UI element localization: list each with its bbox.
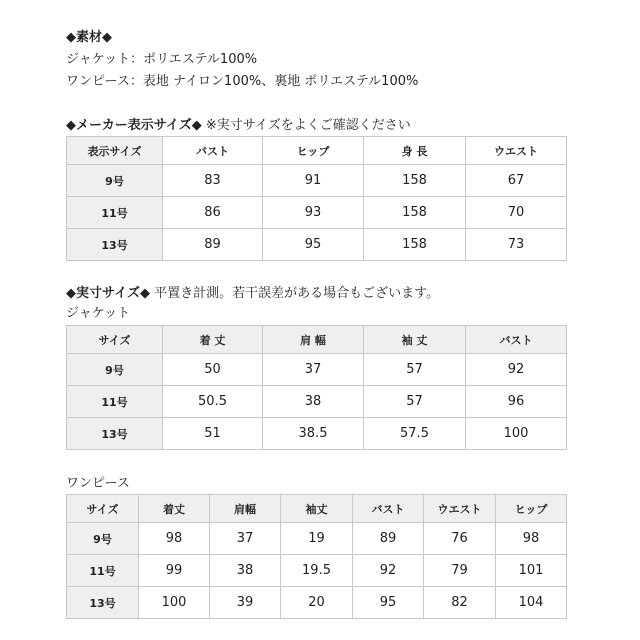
table-cell: 38	[210, 555, 281, 587]
actual-size-heading-row	[66, 284, 439, 304]
table-cell: 100	[466, 418, 567, 450]
table-cell: 101	[496, 555, 567, 587]
table-cell: 93	[263, 197, 364, 229]
jacket-label: ジャケット	[66, 306, 131, 321]
onepiece-col-length: 着丈	[139, 495, 210, 523]
table-cell: 50	[163, 354, 263, 386]
table-cell: 19.5	[281, 555, 353, 587]
table-row	[67, 354, 567, 386]
materials-onepiece-text: ワンピース：表地 ナイロン100%、裏地 ポリエステル100%	[66, 74, 419, 89]
maker-col-size: 表示サイズ	[67, 137, 163, 165]
maker-col-hip: ヒップ	[263, 137, 364, 165]
table-cell: 95	[353, 587, 424, 619]
table-cell: 57	[364, 354, 466, 386]
materials-heading: ◆素材◆	[66, 30, 112, 45]
maker-size-heading: ◆メーカー表示サイズ◆	[66, 118, 202, 133]
jacket-col-shoulder: 肩 幅	[263, 326, 364, 354]
materials-jacket-text: ジャケット：ポリエステル100%	[66, 52, 258, 67]
table-row	[67, 386, 567, 418]
table-cell: 73	[466, 229, 567, 261]
maker-size-label: 11号	[67, 197, 163, 229]
maker-col-height: 身 長	[364, 137, 466, 165]
table-cell: 50.5	[163, 386, 263, 418]
table-cell: 67	[466, 165, 567, 197]
maker-header-row	[67, 137, 567, 165]
table-cell: 57	[364, 386, 466, 418]
table-cell: 100	[139, 587, 210, 619]
onepiece-label: ワンピース	[66, 476, 130, 491]
table-row	[67, 523, 567, 555]
table-cell: 76	[424, 523, 496, 555]
table-row	[67, 165, 567, 197]
onepiece-col-bust: バスト	[353, 495, 424, 523]
table-row	[67, 555, 567, 587]
table-cell: 158	[364, 229, 466, 261]
onepiece-size-label: 11号	[67, 555, 139, 587]
table-cell: 98	[139, 523, 210, 555]
maker-size-label: 9号	[67, 165, 163, 197]
table-row	[67, 197, 567, 229]
maker-col-waist: ウエスト	[466, 137, 567, 165]
jacket-col-length: 着 丈	[163, 326, 263, 354]
table-cell: 158	[364, 165, 466, 197]
maker-size-note: ※実寸サイズをよくご確認ください	[205, 118, 411, 133]
table-cell: 95	[263, 229, 364, 261]
jacket-header-row	[67, 326, 567, 354]
maker-size-label: 13号	[67, 229, 163, 261]
table-cell: 39	[210, 587, 281, 619]
maker-col-bust: バスト	[163, 137, 263, 165]
jacket-size-label: 9号	[67, 354, 163, 386]
table-row	[67, 587, 567, 619]
jacket-size-label: 13号	[67, 418, 163, 450]
table-cell: 19	[281, 523, 353, 555]
table-cell: 38	[263, 386, 364, 418]
onepiece-size-table	[66, 494, 567, 619]
onepiece-col-waist: ウエスト	[424, 495, 496, 523]
table-cell: 89	[353, 523, 424, 555]
table-cell: 104	[496, 587, 567, 619]
actual-size-note: 平置き計測。若干誤差がある場合もございます。	[154, 286, 440, 301]
table-cell: 20	[281, 587, 353, 619]
table-cell: 92	[353, 555, 424, 587]
table-cell: 158	[364, 197, 466, 229]
table-row	[67, 229, 567, 261]
table-cell: 91	[263, 165, 364, 197]
table-cell: 37	[263, 354, 364, 386]
table-cell: 82	[424, 587, 496, 619]
table-cell: 86	[163, 197, 263, 229]
onepiece-col-shoulder: 肩幅	[210, 495, 281, 523]
onepiece-col-sleeve: 袖丈	[281, 495, 353, 523]
onepiece-size-label: 13号	[67, 587, 139, 619]
table-row	[67, 418, 567, 450]
jacket-col-bust: バスト	[466, 326, 567, 354]
onepiece-size-label: 9号	[67, 523, 139, 555]
table-cell: 38.5	[263, 418, 364, 450]
table-cell: 89	[163, 229, 263, 261]
table-cell: 51	[163, 418, 263, 450]
maker-size-heading-row	[66, 116, 411, 136]
jacket-size-label: 11号	[67, 386, 163, 418]
onepiece-header-row	[67, 495, 567, 523]
table-cell: 70	[466, 197, 567, 229]
table-cell: 37	[210, 523, 281, 555]
table-cell: 96	[466, 386, 567, 418]
jacket-size-table	[66, 325, 567, 450]
table-cell: 57.5	[364, 418, 466, 450]
table-cell: 98	[496, 523, 567, 555]
jacket-col-size: サイズ	[67, 326, 163, 354]
onepiece-col-hip: ヒップ	[496, 495, 567, 523]
table-cell: 79	[424, 555, 496, 587]
actual-size-heading: ◆実寸サイズ◆	[66, 286, 150, 301]
onepiece-col-size: サイズ	[67, 495, 139, 523]
maker-size-table	[66, 136, 567, 261]
table-cell: 92	[466, 354, 567, 386]
jacket-col-sleeve: 袖 丈	[364, 326, 466, 354]
table-cell: 99	[139, 555, 210, 587]
table-cell: 83	[163, 165, 263, 197]
